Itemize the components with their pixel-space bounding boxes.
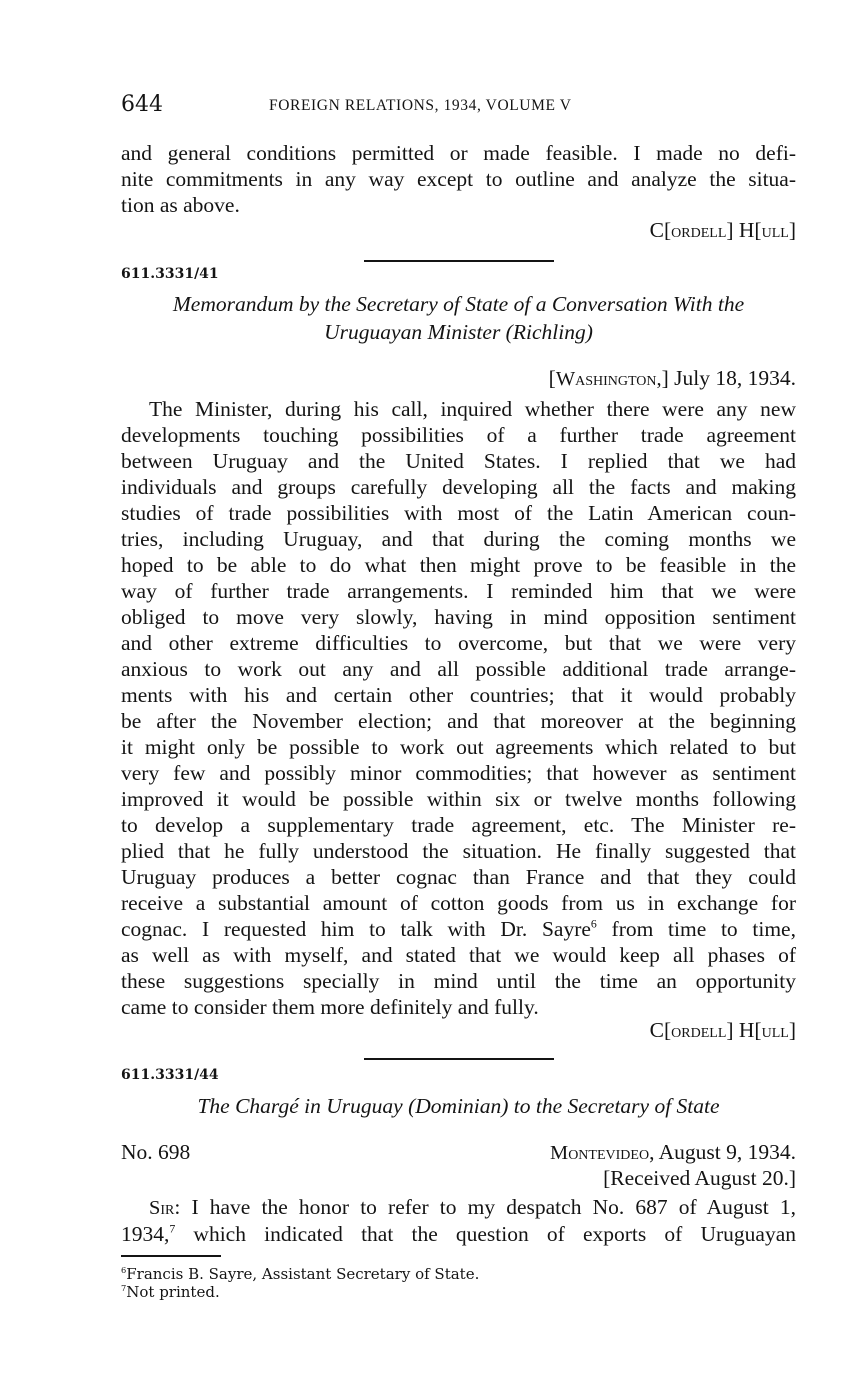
text-line: receive a substantial amount of cotton goods from us in exchange for	[121, 891, 796, 915]
text-line: The Minister, during his call, inquired whether there were any new	[149, 397, 796, 421]
text-line: developments touching possibilities of a further trade agreement	[121, 423, 796, 447]
text-line: anxious to work out any and all possible additional trade arrange-	[121, 657, 796, 681]
running-title: FOREIGN RELATIONS, 1934, VOLUME V	[269, 97, 572, 114]
text-line: individuals and groups carefully developing all the facts and making	[121, 475, 796, 499]
heading-line: Memorandum by the Secretary of State of a Conversation With the	[172, 292, 745, 316]
text-line: very few and possibly minor commodities; that however as sentiment	[121, 761, 796, 785]
text-line: and other extreme difficulties to overcome, but that we were very	[121, 631, 796, 655]
document-heading	[121, 290, 796, 346]
heading-line: Uruguayan Minister (Richling)	[324, 320, 593, 344]
section-divider	[364, 1058, 554, 1060]
text-line: hoped to be able to do what then might prove to be feasible in the	[121, 553, 796, 577]
text-line: plied that he fully understood the situation. He finally suggested that	[121, 839, 796, 863]
text-line: and general conditions permitted or made feasible. I made no defi-	[121, 141, 796, 165]
file-number: 611.3331/44	[121, 1067, 219, 1083]
text-line: came to consider them more definitely and fully.	[121, 995, 539, 1019]
received-date: [Received August 20.]	[603, 1166, 796, 1190]
despatch-body	[121, 1194, 796, 1247]
text-line: tion as above.	[121, 193, 240, 217]
text-line: it might only be possible to work out agreements which related to but	[121, 735, 796, 759]
footnote-ref[interactable]: 6	[590, 916, 597, 931]
text-line: ments with his and certain other countries; that it would probably	[121, 683, 796, 707]
text-line: cognac. I requested him to talk with Dr. Sayre$^6$ from time to time,	[121, 916, 796, 941]
text-line: nite commitments in any way except to outline and analyze the situa-	[121, 167, 796, 191]
continuation-paragraph	[121, 140, 796, 218]
text-line: as well as with myself, and stated that we would keep all phases of	[121, 943, 796, 967]
text-line: obliged to move very slowly, having in mind opposition sentiment	[121, 605, 796, 629]
footnote-ref[interactable]: 7	[169, 1221, 176, 1236]
despatch-number: No. 698	[121, 1140, 191, 1164]
footnote: $^6$Francis B. Sayre, Assistant Secretary of State.	[121, 1265, 480, 1283]
text-line: 1934,$^7$ which indicated that the question of exports of Uruguayan	[121, 1221, 796, 1246]
text-line: Sir: I have the honor to refer to my despatch No. 687 of August 1,	[149, 1195, 796, 1219]
dateline: [Washington,] July 18, 1934.	[548, 366, 796, 390]
footnote: $^7$Not printed.	[121, 1283, 220, 1301]
section-divider	[364, 260, 554, 262]
signature: C[ordell] H[ull]	[649, 1018, 796, 1042]
text-line: be after the November election; and that moreover at the beginning	[121, 709, 796, 733]
signature: C[ordell] H[ull]	[649, 218, 796, 242]
document-heading: The Chargé in Uruguay (Dominian) to the Secretary of State	[197, 1094, 720, 1118]
text-line: improved it would be possible within six or twelve months following	[121, 787, 796, 811]
running-header	[121, 92, 796, 122]
text-line: Uruguay produces a better cognac than France and that they could	[121, 865, 796, 889]
footnote-divider	[121, 1255, 221, 1257]
page-number: 644	[121, 92, 163, 117]
text-line: to develop a supplementary trade agreement, etc. The Minister re-	[121, 813, 796, 837]
dateline: Montevideo, August 9, 1934.	[550, 1140, 796, 1164]
text-line: way of further trade arrangements. I reminded him that we were	[121, 579, 796, 603]
text-line: tries, including Uruguay, and that during the coming months we	[121, 527, 796, 551]
memorandum-body	[121, 396, 796, 1020]
text-line: these suggestions specially in mind until the time an opportunity	[121, 969, 796, 993]
file-number: 611.3331/41	[121, 266, 219, 282]
text-line: between Uruguay and the United States. I replied that we had	[121, 449, 796, 473]
text-line: studies of trade possibilities with most of the Latin American coun-	[121, 501, 796, 525]
